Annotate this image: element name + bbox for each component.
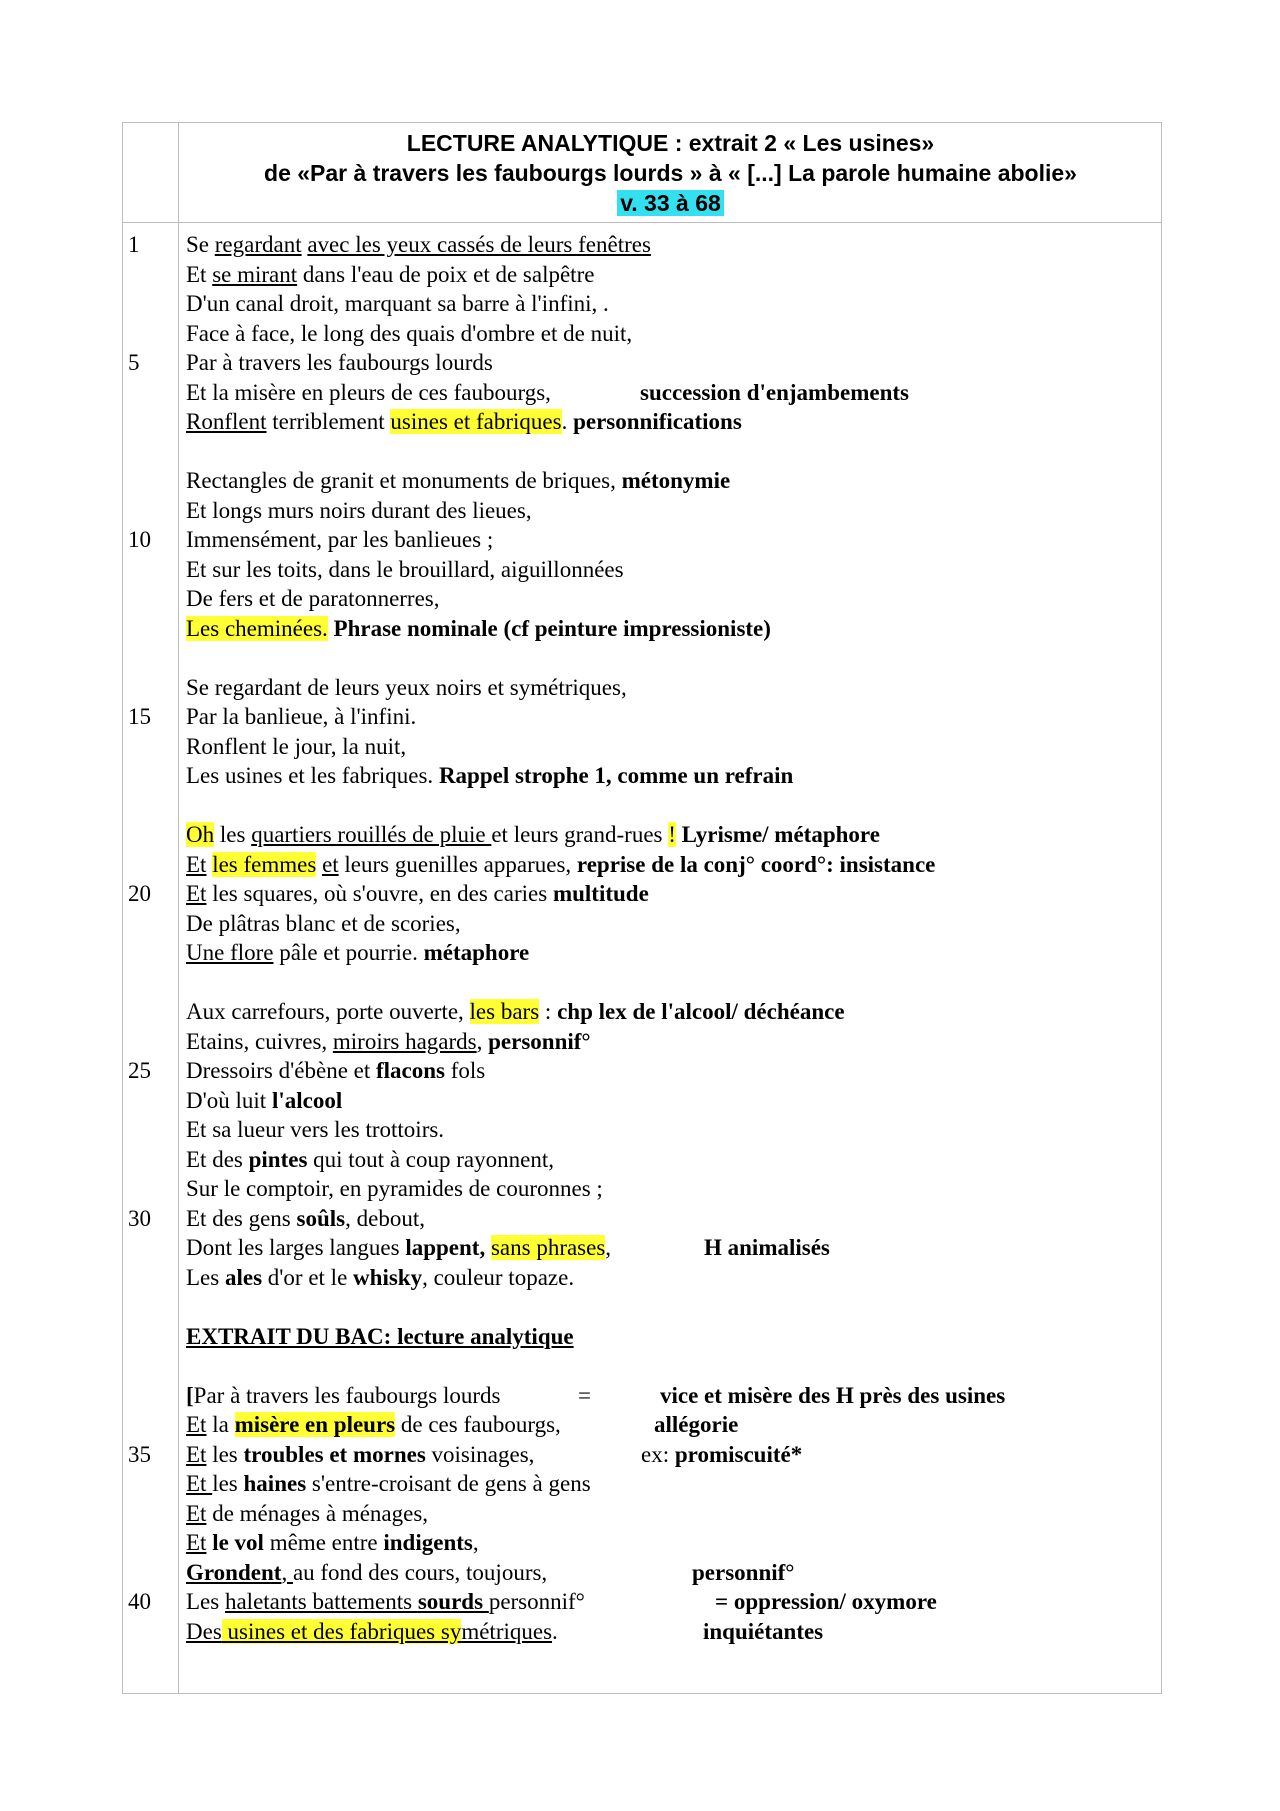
text-segment: terriblement	[266, 409, 391, 434]
text-segment: Une flore	[186, 940, 274, 965]
poem-line	[186, 1381, 1146, 1411]
text-segment: Face à face, le long des quais d'ombre et de nuit,	[186, 320, 633, 346]
text-segment: flacons	[376, 1058, 445, 1083]
poem-line	[186, 584, 1146, 614]
text-segment: Par la banlieue, à l'infini.	[186, 704, 417, 729]
text-segment: Etains, cuivres,	[186, 1028, 333, 1054]
text-segment: Par à travers les faubourgs lourds	[186, 350, 493, 375]
margin-annotation: ex: promiscuité*	[641, 1441, 803, 1467]
text-segment: fols	[445, 1058, 486, 1083]
text-segment: EXTRAIT DU BAC: lecture analytique	[186, 1323, 574, 1349]
text-segment: Aux carrefours, porte ouverte,	[186, 999, 470, 1024]
poem-line	[186, 761, 1146, 791]
text-segment: l'alcool	[271, 1087, 343, 1113]
text-segment: Et longs murs noirs durant des lieues,	[186, 497, 532, 523]
text-segment: Et la misère en pleurs de ces faubourgs,	[186, 379, 551, 405]
equals-sign: =	[578, 1382, 591, 1408]
poem-line	[186, 555, 1146, 585]
text-segment: les	[214, 822, 252, 847]
header-separator	[122, 222, 1162, 223]
margin-annotation: allégorie	[654, 1412, 739, 1437]
text-segment: ,	[476, 1028, 489, 1054]
header-title: LECTURE ANALYTIQUE : extrait 2 « Les usines»	[406, 130, 935, 156]
text-segment: personnif°	[488, 1589, 585, 1614]
text-segment: Et	[186, 261, 213, 287]
text-segment: Et sa lueur vers les trottoirs.	[186, 1117, 445, 1142]
text-segment: Rectangles de granit et monuments de briques,	[186, 468, 622, 493]
poem-line	[186, 614, 1146, 644]
poem-line	[186, 1440, 1146, 1470]
poem-line	[186, 1469, 1146, 1499]
poem-line	[186, 319, 1146, 349]
text-segment: sans phrases	[490, 1235, 606, 1260]
text-segment: lappent,	[405, 1235, 486, 1260]
text-segment: whisky	[353, 1264, 423, 1290]
line-number: 25	[128, 1058, 151, 1083]
text-segment: indigents	[383, 1530, 473, 1555]
text-segment: miroirs hagards	[332, 1028, 477, 1054]
text-segment: D'où luit	[186, 1087, 272, 1113]
margin-annotation: H animalisés	[704, 1235, 830, 1260]
text-segment: ,	[472, 1530, 479, 1555]
blank-line	[186, 791, 1146, 821]
text-segment: Et des gens	[186, 1205, 297, 1231]
text-segment: regardant	[214, 232, 302, 257]
poem-lines	[186, 230, 1146, 1646]
text-segment: personnifications	[573, 409, 742, 434]
text-segment: :	[539, 999, 558, 1024]
text-segment: Rappel strophe 1, comme un refrain	[438, 763, 794, 788]
text-segment: pâle et pourrie.	[273, 940, 424, 965]
text-segment: même entre	[263, 1530, 384, 1555]
text-segment: métonymie	[621, 468, 731, 493]
poem-line	[186, 260, 1146, 290]
line-number: 15	[128, 704, 151, 729]
text-segment: Immensément, par les banlieues ;	[186, 527, 494, 552]
text-segment: dans l'eau de poix et de salpêtre	[297, 261, 595, 287]
poem-line	[186, 997, 1146, 1027]
text-segment: !	[668, 822, 676, 847]
header-subtitle: de «Par à travers les faubourgs lourds » à « [...] La parole humaine abolie»	[264, 160, 1077, 186]
text-segment: Les	[186, 1264, 225, 1290]
text-segment: usines et des fabriques sy	[221, 1618, 462, 1644]
text-segment: la	[206, 1412, 235, 1437]
text-segment: Et	[186, 1471, 213, 1496]
text-segment: Grondent	[186, 1559, 282, 1585]
poem-line	[186, 673, 1146, 703]
poem-line	[186, 1499, 1146, 1529]
text-segment: de ménages à ménages,	[206, 1500, 429, 1526]
poem-line	[186, 1027, 1146, 1057]
poem-line	[186, 1558, 1146, 1588]
text-segment: , couleur topaze.	[422, 1264, 575, 1290]
text-segment: ,	[281, 1559, 293, 1585]
poem-line	[186, 1145, 1146, 1175]
text-segment: Dont les larges langues	[186, 1235, 406, 1260]
blank-line	[186, 643, 1146, 673]
text-segment: .	[552, 1618, 558, 1644]
text-segment: Par à travers les faubourgs lourds	[193, 1382, 501, 1408]
text-segment: leurs guenilles apparues,	[338, 851, 577, 877]
text-segment: misère en pleurs	[234, 1412, 396, 1437]
text-segment: Des	[186, 1618, 222, 1644]
line-number: 20	[128, 881, 151, 906]
text-segment: Oh	[186, 822, 215, 847]
text-segment: Les cheminées.	[186, 615, 328, 641]
text-segment: et leurs grand-rues	[491, 822, 669, 847]
text-segment: soûls	[296, 1205, 346, 1231]
margin-annotation-bold: promiscuité*	[674, 1441, 803, 1467]
margin-annotation: personnif°	[692, 1559, 795, 1585]
poem-line	[186, 1233, 1146, 1263]
text-segment: Et	[186, 881, 207, 906]
text-segment: Et des	[186, 1146, 249, 1172]
text-segment: D'un canal droit, marquant sa barre à l'infini, .	[186, 291, 609, 316]
text-segment: avec les yeux cassés de leurs fenêtres	[307, 232, 651, 257]
text-segment: .	[561, 409, 574, 434]
text-segment: Et	[186, 851, 207, 877]
text-segment: les squares, où s'ouvre, en des caries	[206, 881, 553, 906]
text-segment: métriques	[461, 1618, 553, 1644]
poem-line	[186, 230, 1146, 260]
margin-annotation: vice et misère des H près des usines	[660, 1382, 1006, 1408]
poem-line	[186, 1617, 1146, 1647]
poem-line	[186, 466, 1146, 496]
margin-annotation: inquiétantes	[703, 1618, 824, 1644]
text-segment: ales	[224, 1264, 263, 1290]
blank-line	[186, 1351, 1146, 1381]
text-segment: Les	[186, 1589, 225, 1614]
text-segment: au fond des cours, toujours,	[292, 1559, 548, 1585]
poem-line	[186, 1322, 1146, 1352]
text-segment: chp lex de l'alcool/ déchéance	[557, 999, 845, 1024]
text-segment: Se regardant de leurs yeux noirs et symétriques,	[186, 674, 627, 700]
blank-line	[186, 1292, 1146, 1322]
text-segment: de ces faubourgs,	[395, 1412, 561, 1437]
header-verses: v. 33 à 68	[617, 190, 724, 216]
text-segment: métaphore	[423, 940, 530, 965]
margin-annotation: = oppression/ oxymore	[715, 1589, 937, 1614]
text-segment: le vol	[212, 1530, 264, 1555]
line-number: 30	[128, 1205, 151, 1231]
poem-line	[186, 732, 1146, 762]
text-segment: Sur le comptoir, en pyramides de couronnes ;	[186, 1176, 603, 1201]
text-segment: Lyrisme/ métaphore	[681, 822, 880, 847]
text-segment: De plâtras blanc et de scories,	[186, 910, 461, 936]
poem-line	[186, 1587, 1146, 1617]
poem-line	[186, 348, 1146, 378]
text-segment: Phrase nominale (cf peinture impressioniste)	[333, 615, 771, 641]
text-segment: , debout,	[345, 1205, 425, 1231]
text-segment: Et sur les toits, dans le brouillard, aiguillonnées	[186, 556, 624, 582]
document-header	[179, 128, 1162, 218]
text-segment: qui tout à coup rayonnent,	[307, 1146, 554, 1172]
text-segment: troubles et mornes	[243, 1441, 426, 1467]
text-segment: personnif°	[488, 1028, 591, 1054]
text-segment: [	[186, 1382, 194, 1408]
text-segment: Dressoirs d'ébène et	[186, 1058, 376, 1083]
column-separator	[178, 122, 179, 1694]
margin-annotation: succession d'enjambements	[640, 379, 909, 405]
text-segment: les bars	[469, 999, 540, 1024]
text-segment: multitude	[552, 881, 649, 906]
poem-line	[186, 1174, 1146, 1204]
poem-line	[186, 1410, 1146, 1440]
text-segment: les	[212, 1471, 244, 1496]
poem-line	[186, 1086, 1146, 1116]
blank-line	[186, 437, 1146, 467]
text-segment: Et	[186, 1530, 207, 1555]
poem-line	[186, 1528, 1146, 1558]
text-segment: ,	[605, 1235, 612, 1260]
text-segment: et	[322, 851, 339, 877]
text-segment: d'or et le	[262, 1264, 354, 1290]
text-segment: voisinages,	[425, 1441, 535, 1467]
poem-line	[186, 1115, 1146, 1145]
text-segment: s'entre-croisant de gens à gens	[306, 1471, 591, 1496]
text-segment: se mirant	[212, 261, 298, 287]
text-segment: sourds	[417, 1589, 489, 1614]
text-segment: pintes	[248, 1146, 308, 1172]
text-segment: Ronflent	[186, 409, 267, 434]
poem-line	[186, 1204, 1146, 1234]
poem-line	[186, 1056, 1146, 1086]
poem-line	[186, 1263, 1146, 1293]
text-segment: Et	[186, 1441, 207, 1467]
text-segment: Et	[186, 1500, 207, 1526]
blank-line	[186, 968, 1146, 998]
line-number: 10	[128, 527, 151, 552]
text-segment: Les usines et les fabriques.	[186, 763, 439, 788]
text-segment: haletants battements	[224, 1589, 418, 1614]
text-segment: Et	[186, 1412, 207, 1437]
text-segment: les	[206, 1441, 244, 1467]
poem-line	[186, 938, 1146, 968]
text-segment: reprise de la conj° coord°: insistance	[576, 851, 936, 877]
line-number: 5	[128, 350, 140, 375]
poem-line	[186, 289, 1146, 319]
poem-line	[186, 879, 1146, 909]
poem-line	[186, 850, 1146, 880]
text-segment: Ronflent le jour, la nuit,	[186, 733, 407, 759]
poem-line	[186, 909, 1146, 939]
poem-line	[186, 820, 1146, 850]
text-segment: haines	[243, 1471, 307, 1496]
line-number: 1	[128, 232, 140, 257]
line-number: 40	[128, 1589, 151, 1614]
text-segment: les femmes	[212, 851, 317, 877]
poem-line	[186, 496, 1146, 526]
text-segment: quartiers rouillés de pluie	[251, 822, 492, 847]
poem-line	[186, 702, 1146, 732]
line-number: 35	[128, 1441, 151, 1467]
text-segment: De fers et de paratonnerres,	[186, 586, 440, 611]
poem-line	[186, 378, 1146, 408]
poem-line	[186, 525, 1146, 555]
text-segment: usines et fabriques	[390, 409, 562, 434]
text-segment: Se	[186, 232, 215, 257]
poem-line	[186, 407, 1146, 437]
